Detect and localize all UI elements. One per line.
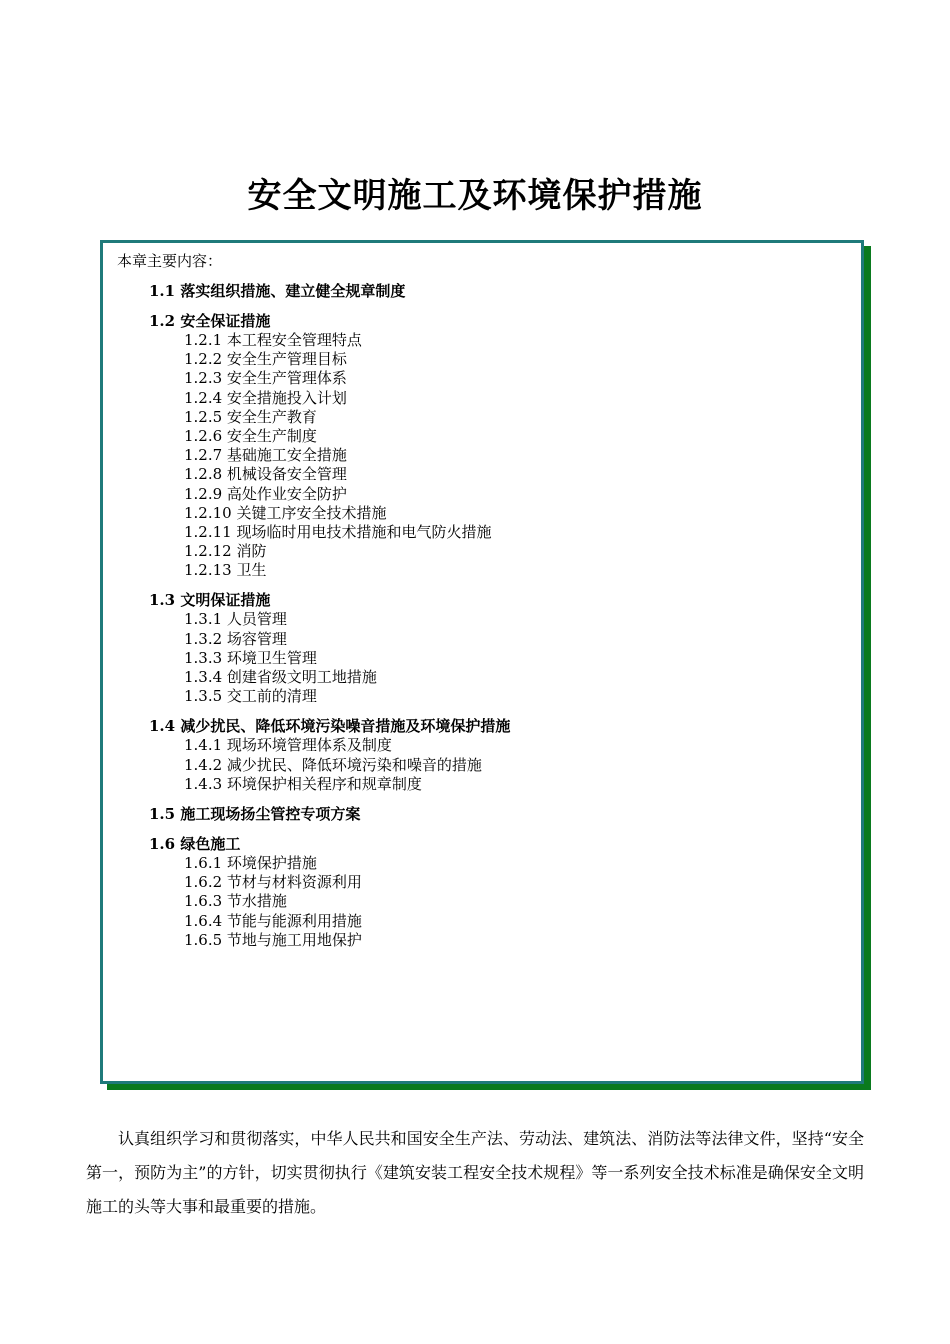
toc-section: 1.2 安全保证措施 xyxy=(149,312,271,330)
toc-subitem: 1.2.10 关键工序安全技术措施 xyxy=(184,503,387,522)
toc-subitem: 1.2.6 安全生产制度 xyxy=(184,426,317,445)
toc-subitem: 1.6.4 节能与能源利用措施 xyxy=(184,911,362,930)
toc-subitem: 1.2.9 高处作业安全防护 xyxy=(184,484,347,503)
toc-heading: 本章主要内容： xyxy=(117,252,223,270)
toc-subitem: 1.3.2 场容管理 xyxy=(184,629,287,648)
toc-section: 1.6 绿色施工 xyxy=(149,834,241,853)
toc-subitem: 1.2.12 消防 xyxy=(184,542,267,561)
toc-subitem: 1.6.2 节材与材料资源利用 xyxy=(184,873,362,892)
toc-subitem: 1.2.13 卫生 xyxy=(184,561,267,580)
toc-section: 1.1 落实组织措施、建立健全规章制度 xyxy=(149,282,406,300)
toc-subitem: 1.6.3 节水措施 xyxy=(184,892,287,911)
body-paragraph: 认真组织学习和贯彻落实，中华人民共和国安全生产法、劳动法、建筑法、消防法等法律文件，坚持“安全第一，预防为主”的方针，切实贯彻执行《建筑安装工程安全技术规程》等一系列安全技术标准是确保安全文明施工的头等大事和最重要的措施。 xyxy=(86,1129,864,1216)
toc-subitem: 1.2.2 安全生产管理目标 xyxy=(184,350,347,369)
toc-subitem: 1.2.4 安全措施投入计划 xyxy=(184,388,347,407)
toc-subitem: 1.2.5 安全生产教育 xyxy=(184,407,317,426)
toc-subitem: 1.2.7 基础施工安全措施 xyxy=(184,446,347,465)
toc-subitem: 1.3.1 人员管理 xyxy=(184,610,287,629)
toc-section: 1.5 施工现场扬尘管控专项方案 xyxy=(149,804,361,823)
toc-section: 1.3 文明保证措施 xyxy=(149,591,271,610)
toc-subitem: 1.4.1 现场环境管理体系及制度 xyxy=(184,736,392,755)
toc-subitem: 1.3.5 交工前的清理 xyxy=(184,687,317,706)
toc-subitem: 1.3.3 环境卫生管理 xyxy=(184,648,317,667)
toc-section: 1.4 减少扰民、降低环境污染噪音措施及环境保护措施 xyxy=(149,717,511,736)
toc-subitem: 1.3.4 创建省级文明工地措施 xyxy=(184,668,377,686)
toc-list xyxy=(149,281,849,950)
toc-subitem: 1.4.2 减少扰民、降低环境污染和噪音的措施 xyxy=(184,755,482,774)
toc-subitem: 1.6.1 环境保护措施 xyxy=(184,853,317,872)
toc-subitem: 1.2.3 安全生产管理体系 xyxy=(184,369,347,388)
toc-subitem: 1.2.8 机械设备安全管理 xyxy=(184,465,347,484)
toc-subitem: 1.4.3 环境保护相关程序和规章制度 xyxy=(184,774,422,793)
toc-subitem: 1.2.11 现场临时用电技术措施和电气防火措施 xyxy=(184,522,492,541)
toc-subitem: 1.2.1 本工程安全管理特点 xyxy=(184,331,362,349)
toc-subitem: 1.6.5 节地与施工用地保护 xyxy=(184,930,362,949)
toc-box xyxy=(100,240,864,1084)
document-title: 安全文明施工及环境保护措施 xyxy=(247,175,703,216)
